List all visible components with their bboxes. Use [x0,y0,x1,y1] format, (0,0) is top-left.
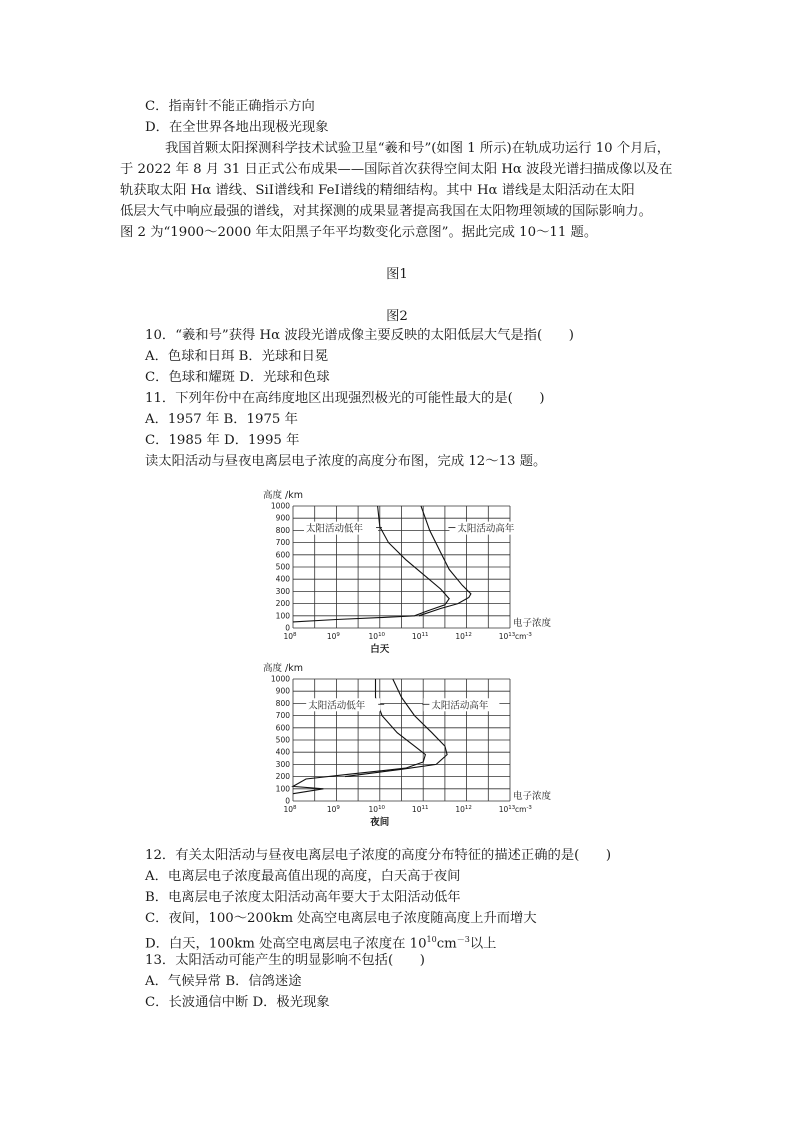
chart-daytime [250,483,580,658]
question-12-option-c: C．夜间，100～200km 处高空电离层电子浓度随高度上升而增大 [145,911,537,926]
y-tick-label: 600 [275,550,290,560]
x-tick-label: $10^{10}$ [368,632,386,641]
y-tick-label: 300 [275,586,290,596]
passage-line: 低层大气中响应最强的谱线，对其探测的成果显著提高我国在太阳物理领域的国际影响力。 [120,204,652,219]
x-tick-exponent: 10 [378,805,386,811]
series-label: 太阳活动低年 [306,523,364,535]
question-10-stem: 10．“羲和号”获得 Hα 波段光谱成像主要反映的太阳低层大气是指( ) [145,328,574,343]
y-tick-label: 300 [275,759,290,769]
x-tick-label: $10^{13}$ [498,805,516,814]
y-tick-label: 1000 [270,674,290,684]
question-13-options-cd: C．长波通信中断 D．极光现象 [145,995,330,1010]
x-tick-label: $10^{12}$ [455,805,472,814]
y-tick-label: 800 [275,698,290,708]
y-tick-label: 800 [275,525,290,535]
option-d-unit: cm [436,936,457,952]
question-13-options-ab: A．气候异常 B．信鸽迷途 [145,974,302,989]
prev-option-c: C．指南针不能正确指示方向 [145,99,315,114]
x-tick-label: $10^{10}$ [368,805,386,814]
y-tick-label: 1000 [270,501,290,511]
y-tick-label: 900 [275,686,290,696]
y-tick-label: 0 [285,623,290,633]
prev-option-d: D．在全世界各地出现极光现象 [145,120,329,135]
y-tick-label: 100 [275,784,290,794]
chart-nighttime [250,656,580,831]
question-10-options-cd: C．色球和耀斑 D．光球和色球 [145,370,330,385]
figure-2-label: 图2 [386,309,408,324]
x-tick-label: $10^9$ [326,632,340,641]
x-tick-exponent: 12 [464,805,472,811]
x-tick-exponent: 8 [293,632,297,638]
question-12-stem: 12．有关太阳活动与昼夜电离层电子浓度的高度分布特征的描述正确的是( ) [145,848,612,863]
x-axis-unit-exponent: -3 [526,632,532,638]
x-tick-exponent: 9 [336,632,340,638]
chart-caption: 白天 [370,644,390,655]
y-axis-title: 高度 /km [263,490,303,501]
option-d-exponent: 10 [426,935,437,944]
x-tick-label: $10^8$ [283,632,297,641]
x-axis-title: 电子浓度 [513,791,552,802]
series-label: 太阳活动高年 [431,700,489,712]
y-axis-title: 高度 /km [263,663,303,674]
intro-12-13: 读太阳活动与昼夜电离层电子浓度的高度分布图，完成 12～13 题。 [145,454,547,469]
y-tick-label: 500 [275,735,290,745]
question-10-options-ab: A．色球和日珥 B．光球和日冕 [145,349,329,364]
y-tick-label: 200 [275,772,290,782]
question-11-options-ab: A．1957 年 B．1975 年 [145,412,298,427]
x-tick-exponent: 13 [508,805,516,811]
x-tick-exponent: 9 [336,805,340,811]
y-tick-label: 500 [275,562,290,572]
passage-line: 于 2022 年 8 月 31 日正式公布成果——国际首次获得空间太阳 Hα 波段光谱扫描成像以及在 [120,162,673,177]
x-axis-unit-exponent: -3 [526,805,532,811]
x-tick-label: $10^{11}$ [411,805,429,814]
option-d-text: D．白天，100km 处高空电离层电子浓度在 10 [145,936,427,952]
passage-line: 图 2 为“1900～2000 年太阳黑子年平均数变化示意图”。据此完成 10～11 题。 [120,225,598,240]
x-tick-label: $10^9$ [326,805,340,814]
x-tick-label: $10^8$ [283,805,297,814]
y-tick-label: 400 [275,747,290,757]
question-12-option-b: B．电离层电子浓度太阳活动高年要大于太阳活动低年 [145,890,461,905]
chart-caption: 夜间 [370,817,390,828]
question-11-stem: 11．下列年份中在高纬度地区出现强烈极光的可能性最大的是( ) [145,391,545,406]
option-d-tail: 以上 [469,936,497,952]
x-axis-unit: $cm^{-3}$ [515,805,532,814]
passage-line: 轨获取太阳 Hα 谱线、SiⅠ谱线和 FeⅠ谱线的精细结构。其中 Hα 谱线是太阳活动在太阳 [120,183,635,198]
x-tick-exponent: 11 [421,805,429,811]
y-tick-label: 700 [275,538,290,548]
series-label: 太阳活动高年 [457,523,515,535]
question-11-options-cd: C．1985 年 D．1995 年 [145,433,300,448]
passage-line: 我国首颗太阳探测科学技术试验卫星“羲和号”(如图 1 所示)在轨成功运行 10 个月后， [165,141,671,156]
series-label: 太阳活动低年 [308,700,366,712]
x-tick-label: $10^{11}$ [411,632,429,641]
x-axis-title: 电子浓度 [513,618,552,629]
x-tick-exponent: 8 [293,805,297,811]
y-tick-label: 0 [285,796,290,806]
figure-1-label: 图1 [386,267,408,282]
y-tick-label: 900 [275,513,290,523]
y-tick-label: 600 [275,723,290,733]
y-tick-label: 400 [275,574,290,584]
x-axis-unit: $cm^{-3}$ [515,632,532,641]
x-tick-label: $10^{13}$ [498,632,516,641]
option-d-unit-exponent: －3 [456,935,470,944]
question-12-option-a: A．电离层电子浓度最高值出现的高度，白天高于夜间 [145,869,461,884]
x-tick-exponent: 12 [464,632,472,638]
x-tick-exponent: 10 [378,632,386,638]
x-tick-exponent: 11 [421,632,429,638]
y-tick-label: 100 [275,611,290,621]
x-tick-label: $10^{12}$ [455,632,472,641]
y-tick-label: 700 [275,711,290,721]
question-13-stem: 13．太阳活动可能产生的明显影响不包括( ) [145,953,425,968]
x-tick-exponent: 13 [508,632,516,638]
y-tick-label: 200 [275,599,290,609]
